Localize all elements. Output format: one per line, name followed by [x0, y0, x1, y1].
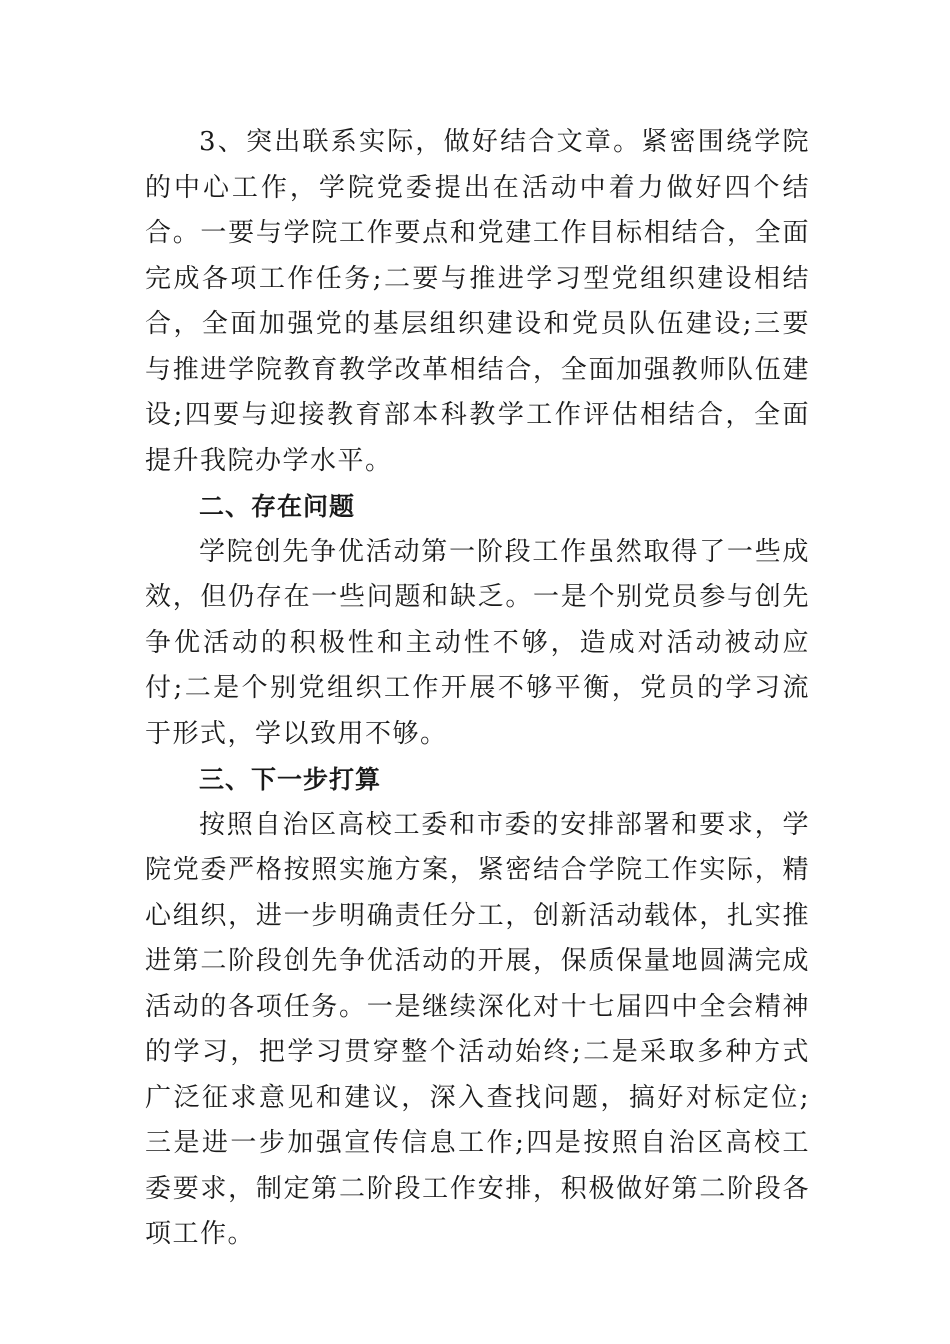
- paragraph-combination: 3、突出联系实际，做好结合文章。紧密围绕学院的中心工作，学院党委提出在活动中着力做好四个结合。一要与学院工作要点和党建工作目标相结合，全面完成各项工作任务;二要与推进学习型党组织建设相结合，全面加强党的基层组织建设和党员队伍建设;三要与推进学院教育教学改革相结合，全面加强教师队伍建设;四要与迎接教育部本科教学工作评估相结合，全面提升我院办学水平。: [145, 127, 810, 476]
- paragraph-problems: 学院创先争优活动第一阶段工作虽然取得了一些成效，但仍存在一些问题和缺乏。一是个别党员参与创先争优活动的积极性和主动性不够，造成对活动被动应付;二是个别党组织工作开展不够平衡，党员的学习流于形式，学以致用不够。: [145, 536, 810, 749]
- paragraph-next-steps: 按照自治区高校工委和市委的安排部署和要求，学院党委严格按照实施方案，紧密结合学院工作实际，精心组织，进一步明确责任分工，创新活动载体，扎实推进第二阶段创先争优活动的开展，保质保量地圆满完成活动的各项任务。一是继续深化对十七届四中全会精神的学习，把学习贯穿整个活动始终;二是采取多种方式广泛征求意见和建议，深入查找问题，搞好对标定位;三是进一步加强宣传信息工作;四是按照自治区高校工委要求，制定第二阶段工作安排，积极做好第二阶段各项工作。: [145, 809, 810, 1249]
- section-heading-problems: 二、存在问题: [199, 492, 356, 521]
- section-heading-next-steps: 三、下一步打算: [199, 765, 382, 794]
- document-body: [145, 120, 810, 1258]
